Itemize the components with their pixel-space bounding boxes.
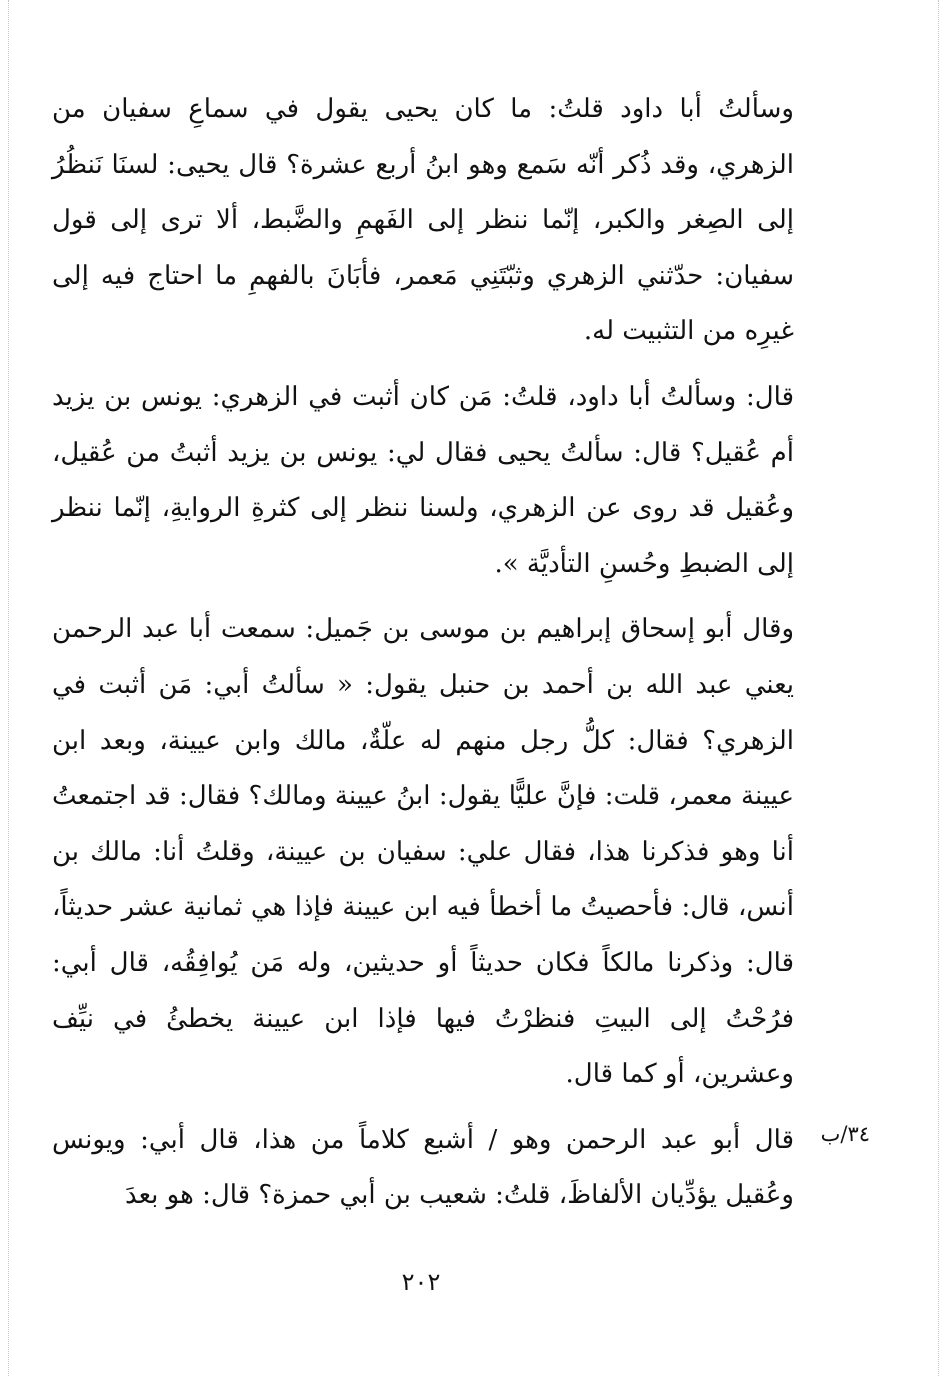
main-text (52, 82, 794, 1224)
paragraph-1: وسألتُ أبا داود قلتُ: ما كان يحيى يقول في سماعِ سفيان من الزهري، وقد ذُكر أنّه سَمع وهو ابنُ أربع عشرة؟ قال يحيى: لسنَا نَنظُرُ إلى الصِغر والكبر، إنّما ننظر إلى الفَهمِ والضَّبط، ألا ترى إلى قول سفيان: حدّثني الزهري وثبّتَنِي مَعمر، فأبَانَ بالفهمِ ما احتاج فيه إلى غيرِه من التثبيت له. (52, 94, 794, 347)
paragraph-2: قال: وسألتُ أبا داود، قلتُ: مَن كان أثبت في الزهري: يونس بن يزيد أم عُقيل؟ قال: سألتُ يحيى فقال لي: يونس بن يزيد أثبتُ من عُقيل، وعُقيل قد روى عن الزهري، ولسنا ننظر إلى كثرةِ الروايةِ، إنّما ننظر إلى الضبطِ وحُسنِ التأديَّة ». (52, 381, 794, 579)
page-number: ٢٠٢ (401, 1268, 441, 1296)
paragraph-3: وقال أبو إسحاق إبراهيم بن موسى بن جَميل: سمعت أبا عبد الرحمن يعني عبد الله بن أحمد بن حنبل يقول: « سألتُ أبي: مَن أثبت في الزهري؟ فقال: كلُّ رجل منهم له علّةٌ، مالك وابن عيينة، وبعد ابن عيينة معمر، قلت: فإنَّ عليًّا يقول: ابنُ عيينة ومالك؟ فقال: قد اجتمعتُ أنا وهو فذكرنا هذا، فقال علي: سفيان بن عيينة، وقلتُ أنا: مالك بن أنس، قال: فأحصيتُ ما أخطأ فيه ابن عيينة فإذا هي ثمانية عشر حديثاً، قال: وذكرنا مالكاً فكان حديثاً أو حديثين، وله مَن يُوافِقُه، قال أبي: فرُحْتُ إلى البيتِ فنظرْتُ فيها فإذا ابن عيينة يخطئُ في نيِّف وعشرين، أو كما قال. (52, 614, 794, 1090)
scan-edge-right (938, 0, 939, 1376)
paragraph-4: قال أبو عبد الرحمن وهو / أشبع كلاماً من هذا، قال أبي: ويونس وعُقيل يؤدِّيان الألفاظَ، قلتُ: شعيب بن أبي حمزة؟ قال: هو بعدَ (52, 1124, 794, 1211)
scan-edge-left (8, 0, 9, 1376)
margin-folio-note: ٣٤/ب (820, 1122, 870, 1146)
